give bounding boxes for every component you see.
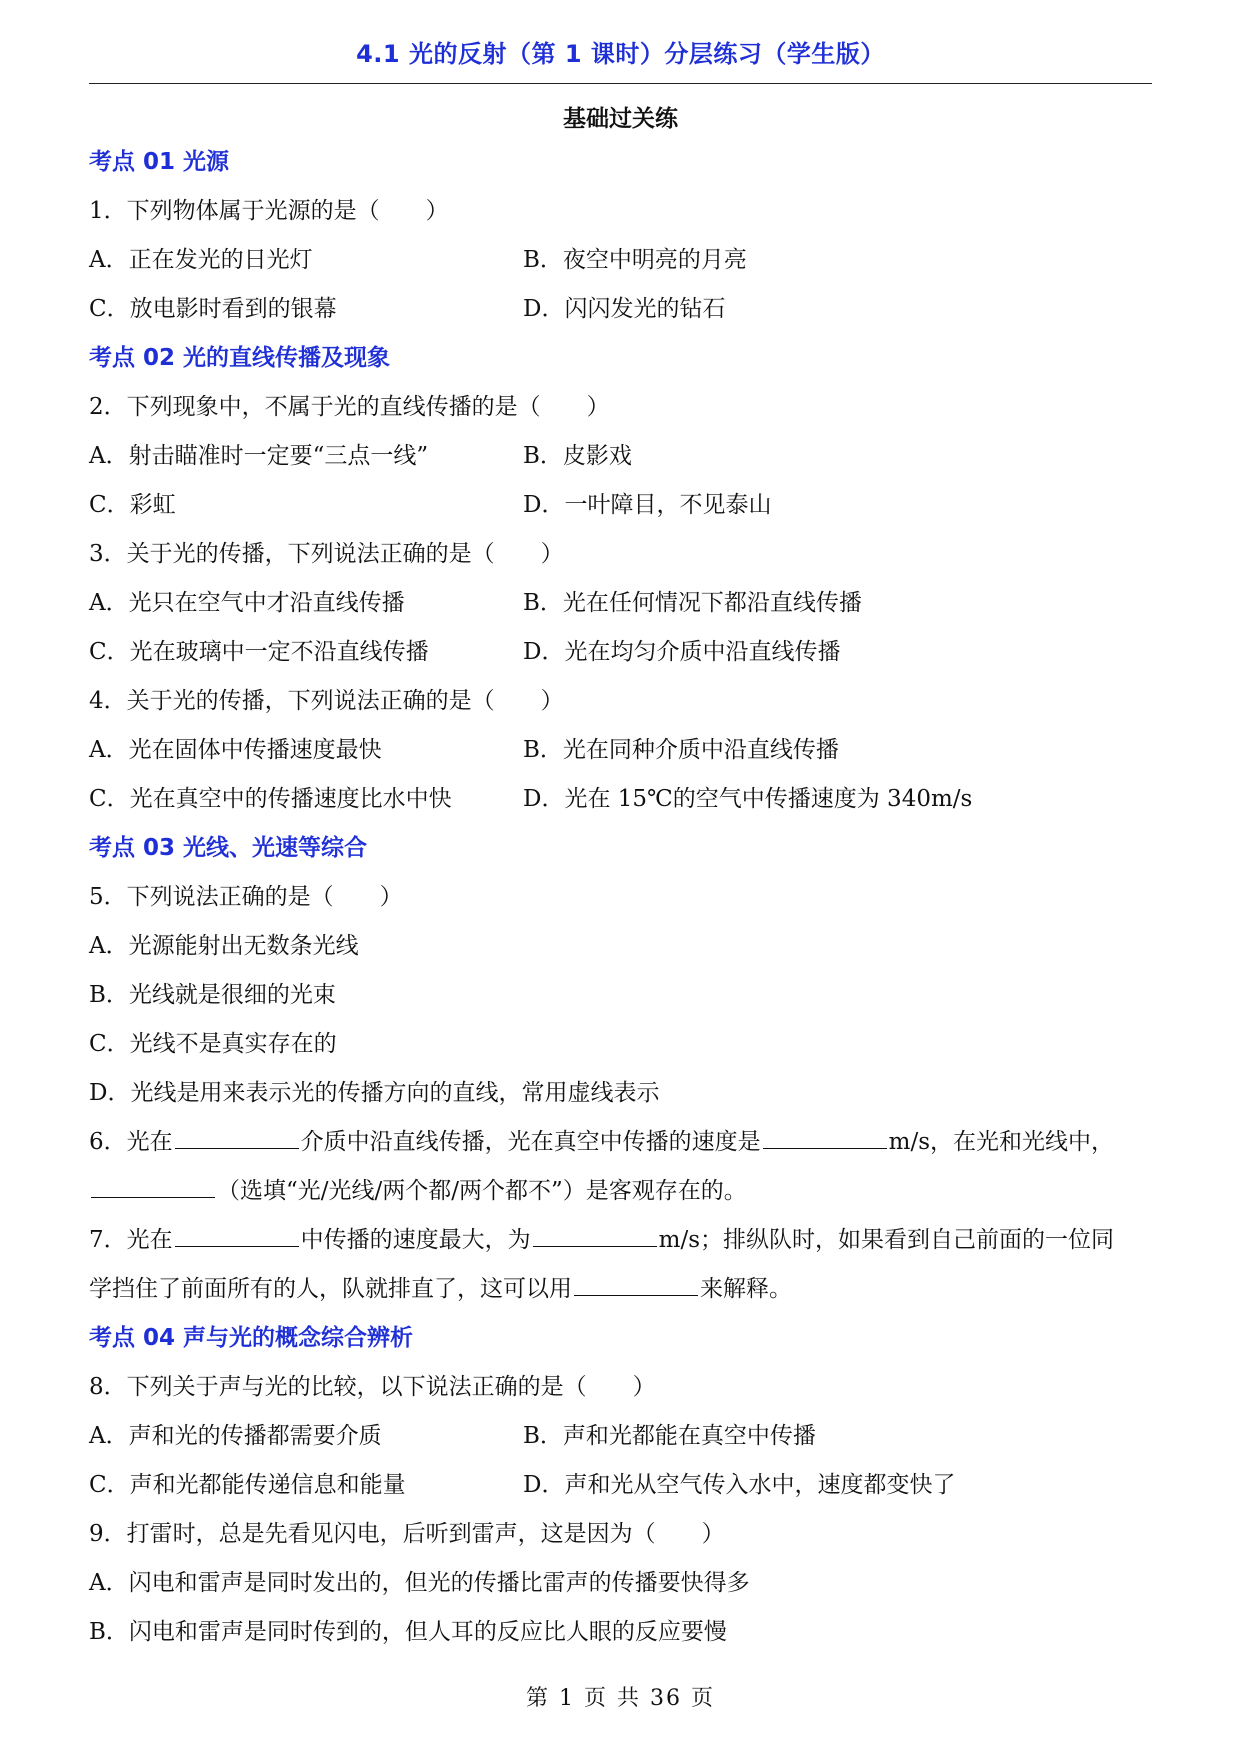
question-1-option-c: C．放电影时看到的银幕	[89, 296, 337, 322]
question-9-option-b: B．闪电和雷声是同时传到的，但人耳的反应比人眼的反应要慢	[89, 1619, 727, 1645]
fill-blank[interactable]	[175, 1216, 299, 1247]
document-title: 4.1 光的反射（第 1 课时）分层练习（学生版）	[356, 40, 885, 68]
question-5-option-c: C．光线不是真实存在的	[89, 1031, 337, 1057]
question-2-option-b: B．皮影戏	[523, 443, 632, 469]
question-2-option-c: C．彩虹	[89, 492, 176, 518]
question-5-option-a: A．光源能射出无数条光线	[89, 933, 359, 959]
question-4-option-b: B．光在同种介质中沿直线传播	[523, 737, 839, 763]
exercise-content	[89, 138, 1159, 1657]
question-4-options-row-1	[89, 726, 1159, 775]
question-9-stem: 9．打雷时，总是先看见闪电，后听到雷声，这是因为（ ）	[89, 1521, 725, 1547]
question-3-option-d: D．光在均匀介质中沿直线传播	[523, 639, 841, 665]
topic-heading-04: 考点 04 声与光的概念综合辨析	[89, 1325, 414, 1351]
question-8-options-row-2	[89, 1461, 1159, 1510]
topic-heading-01: 考点 01 光源	[89, 149, 230, 175]
fill-blank[interactable]	[175, 1118, 299, 1149]
question-4-options-row-2	[89, 775, 1159, 824]
question-5-stem: 5．下列说法正确的是（ ）	[89, 884, 403, 910]
section-title: 基础过关练	[563, 106, 678, 132]
question-7-line-1	[89, 1216, 1159, 1265]
question-7-text-1: 7．光在	[89, 1227, 173, 1253]
question-1-options-row-2	[89, 285, 1159, 334]
fill-blank[interactable]	[574, 1265, 698, 1296]
question-1-stem: 1．下列物体属于光源的是（ ）	[89, 198, 449, 224]
fill-blank[interactable]	[91, 1167, 215, 1198]
question-3-options-row-2	[89, 628, 1159, 677]
question-3-options-row-1	[89, 579, 1159, 628]
question-7-text-2: 中传播的速度最大，为	[300, 1227, 531, 1253]
question-1-option-b: B．夜空中明亮的月亮	[523, 247, 747, 273]
topic-heading-02: 考点 02 光的直线传播及现象	[89, 345, 391, 371]
header-divider	[89, 83, 1152, 84]
question-7-text-4: 学挡住了前面所有的人，队就排直了，这可以用	[89, 1276, 572, 1302]
question-8-stem: 8．下列关于声与光的比较，以下说法正确的是（ ）	[89, 1374, 656, 1400]
question-4-option-c: C．光在真空中的传播速度比水中快	[89, 786, 452, 812]
question-2-stem: 2．下列现象中，不属于光的直线传播的是（ ）	[89, 394, 610, 420]
question-6-text-3: m/s，在光和光线中，	[888, 1129, 1115, 1155]
question-8-option-a: A．声和光的传播都需要介质	[89, 1423, 382, 1449]
fill-blank[interactable]	[533, 1216, 657, 1247]
question-4-option-a: A．光在固体中传播速度最快	[89, 737, 382, 763]
question-5-option-b: B．光线就是很细的光束	[89, 982, 336, 1008]
question-4-stem: 4．关于光的传播，下列说法正确的是（ ）	[89, 688, 564, 714]
question-1-option-a: A．正在发光的日光灯	[89, 247, 313, 273]
question-1-options-row-1	[89, 236, 1159, 285]
question-6-line-1	[89, 1118, 1159, 1167]
question-5-option-d: D．光线是用来表示光的传播方向的直线，常用虚线表示	[89, 1080, 660, 1106]
question-6-text-2: 介质中沿直线传播，光在真空中传播的速度是	[300, 1129, 761, 1155]
question-7-text-5: 来解释。	[700, 1276, 792, 1302]
question-2-option-d: D．一叶障目，不见泰山	[523, 492, 772, 518]
question-1-option-d: D．闪闪发光的钻石	[523, 296, 726, 322]
question-7-line-2	[89, 1265, 1159, 1314]
topic-heading-03: 考点 03 光线、光速等综合	[89, 835, 368, 861]
question-2-options-row-2	[89, 481, 1159, 530]
question-8-option-b: B．声和光都能在真空中传播	[523, 1423, 816, 1449]
question-3-stem: 3．关于光的传播，下列说法正确的是（ ）	[89, 541, 564, 567]
question-3-option-b: B．光在任何情况下都沿直线传播	[523, 590, 862, 616]
page-number: 第 1 页 共 36 页	[526, 1686, 715, 1711]
question-3-option-a: A．光只在空气中才沿直线传播	[89, 590, 405, 616]
question-8-option-c: C．声和光都能传递信息和能量	[89, 1472, 406, 1498]
question-8-option-d: D．声和光从空气传入水中，速度都变快了	[523, 1472, 956, 1498]
question-6-line-2	[89, 1167, 1159, 1216]
fill-blank[interactable]	[763, 1118, 887, 1149]
question-2-options-row-1	[89, 432, 1159, 481]
question-6-text-4: （选填“光/光线/两个都/两个都不”）是客观存在的。	[217, 1178, 747, 1204]
question-7-text-3: m/s；排纵队时，如果看到自己前面的一位同	[658, 1227, 1115, 1253]
question-8-options-row-1	[89, 1412, 1159, 1461]
question-9-option-a: A．闪电和雷声是同时发出的，但光的传播比雷声的传播要快得多	[89, 1570, 750, 1596]
question-4-option-d: D．光在 15℃的空气中传播速度为 340m/s	[523, 786, 973, 812]
question-2-option-a: A．射击瞄准时一定要“三点一线”	[89, 443, 429, 469]
question-3-option-c: C．光在玻璃中一定不沿直线传播	[89, 639, 429, 665]
question-6-text-1: 6．光在	[89, 1129, 173, 1155]
